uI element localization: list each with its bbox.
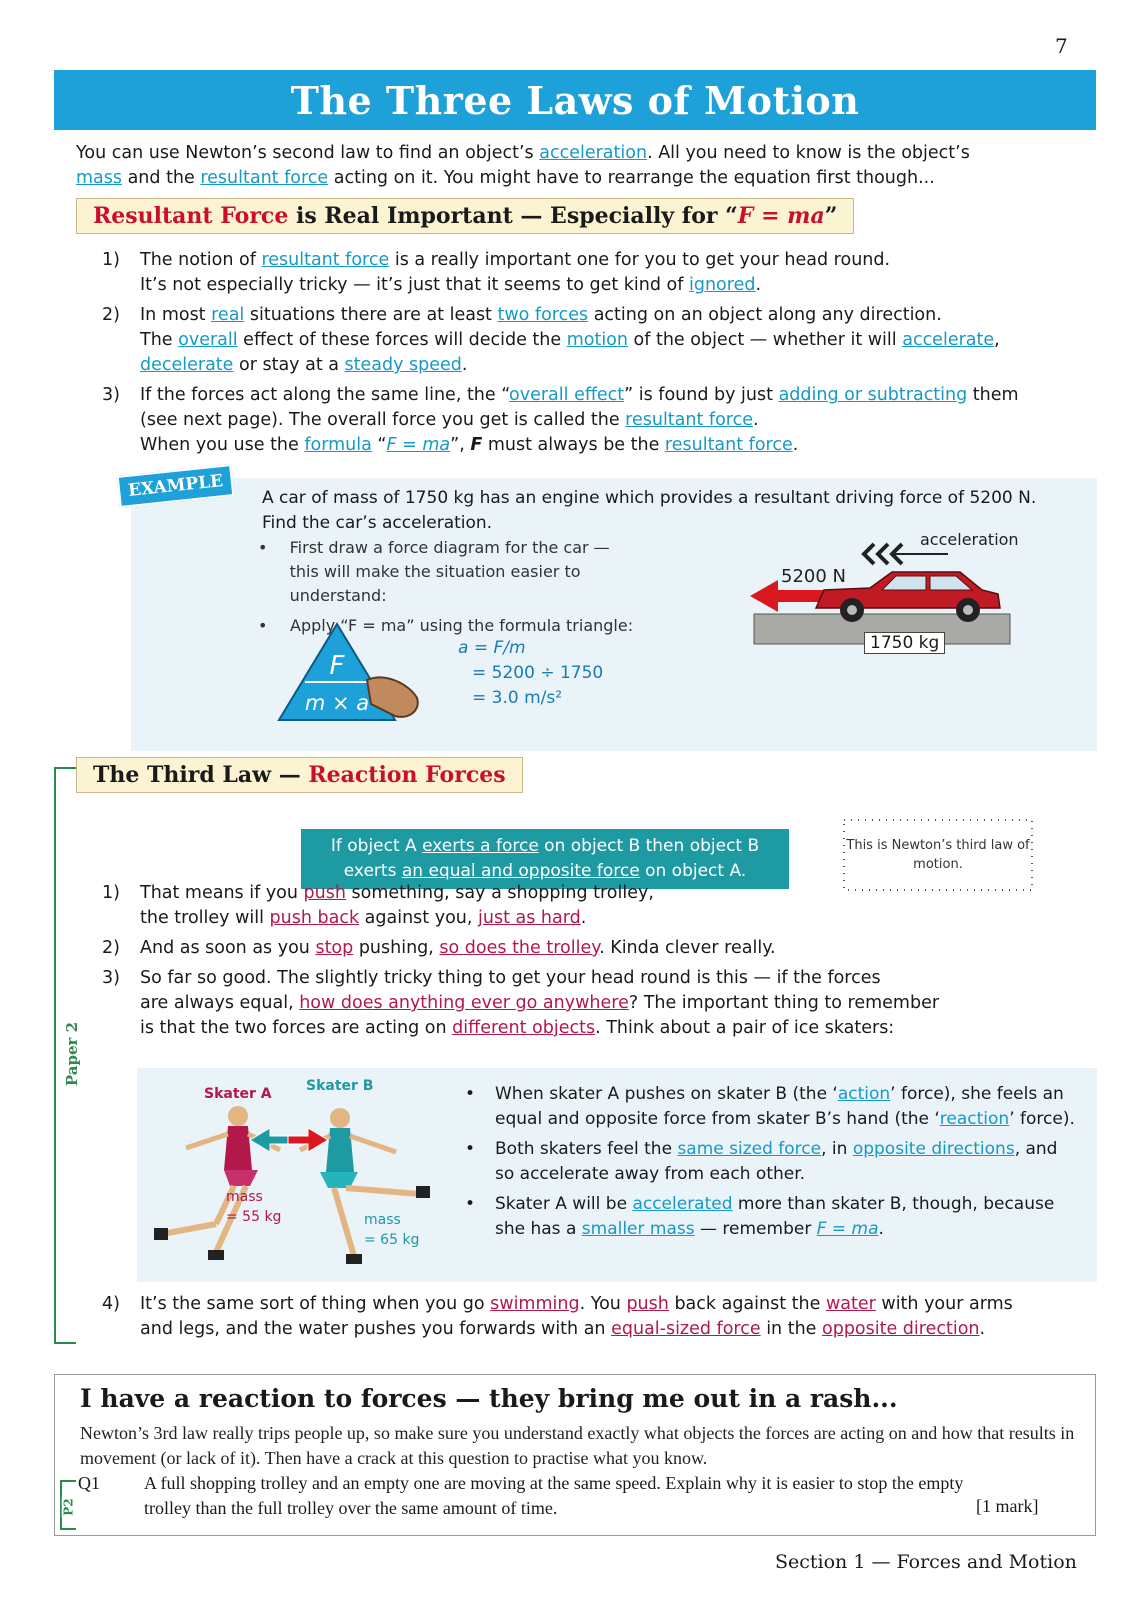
acceleration-label: acceleration [920, 530, 1019, 549]
skater-a-label: Skater A [204, 1086, 272, 1102]
list-item: 3) So far so good. The slightly tricky thing to get your head round is this — if the forces are always equal, how does anything ever go anywhere? The important thing to remember is that the two forces are acting on different objects. Think about a pair of ice skaters: [102, 968, 940, 1038]
right-arrow-icon [288, 1128, 328, 1152]
p2-label: P2 [61, 1498, 76, 1516]
skater-a-figure [154, 1106, 280, 1260]
summary-text: Newton’s 3rd law really trips people up, so make sure you understand exactly what objects the forces are acting on and how that results in movement (or lack of it). Then have a crack at this question to practise what you know. [80, 1423, 1075, 1468]
list-item: 3) If the forces act along the same line, the “overall effect” is found by just adding or subtracting them (see next page). The overall force you get is called the resultant force. When you use the formula “F = ma”, F must always be the resultant force. [102, 385, 1019, 455]
swimming-item [102, 1292, 1062, 1347]
example-bullets: • First draw a force diagram for the car — this will make the situation easier to understand: • Apply “F = ma” using the formula triangle: [258, 538, 634, 635]
footer-section-label: Section 1 — Forces and Motion [775, 1551, 1077, 1573]
summary-heading: I have a reaction to forces — they bring me out in a rash... [80, 1384, 898, 1413]
list-item: 1) That means if you push something, say a shopping trolley, the trolley will push back against you, just as hard. [102, 883, 654, 928]
section-heading-third-law: The Third Law — Reaction Forces [76, 757, 523, 793]
paper-label: Paper 2 [63, 1018, 81, 1090]
page-number: 7 [1055, 34, 1068, 58]
intro-paragraph: You can use Newton’s second law to find an object’s acceleration. All you need to know is the object’s mass and the resultant force acting on it. You might have to rearrange the equation first though... [76, 143, 970, 188]
mass-b-label: mass = 65 kg [364, 1212, 420, 1248]
resultant-force-list [102, 248, 1082, 463]
triangle-top-label: F [329, 651, 345, 681]
question-marks: [1 mark] [976, 1496, 1039, 1516]
list-item: • Both skaters feel the same sized force, in opposite directions, and so accelerate away from each other. [465, 1139, 1058, 1184]
skater-b-label: Skater B [306, 1078, 374, 1094]
question-text: A full shopping trolley and an empty one are moving at the same speed. Explain why it is easier to stop the empty trolley than the full trolley over the same amount of time. [144, 1473, 964, 1518]
triangle-bottom-label: m × a [304, 691, 370, 715]
newton-note: This is Newton’s third law of motion. [846, 838, 1030, 872]
mass-label: 1750 kg [864, 632, 945, 654]
formula-triangle [275, 620, 435, 730]
acceleration-arrows-icon [860, 542, 950, 566]
skater-bullets [465, 1082, 1075, 1247]
list-item: 1) The notion of resultant force is a really important one for you to get your head round. It’s not especially tricky — it’s just that it seems to get kind of ignored. [102, 250, 891, 295]
list-item: 2) In most real situations there are at least two forces acting on an object along any direction. The overall effect of these forces will decide the motion of the object — whether it will accelerate, decelerate or stay at a steady speed. [102, 305, 1000, 375]
force-label: 5200 N [781, 566, 846, 587]
example-tag: EXAMPLE [117, 464, 235, 508]
third-law-statement: If object A exerts a force on object B then object B exerts an equal and opposite force on object A. [301, 829, 789, 889]
example-working: a = F/m = 5200 ÷ 1750 = 3.0 m/s² [458, 638, 604, 708]
third-law-list [102, 881, 1002, 1046]
section-heading-resultant-force: Resultant Force is Real Important — Especially for “F = ma” [76, 198, 854, 234]
question-number: Q1 [78, 1473, 100, 1493]
list-item: • When skater A pushes on skater B (the ‘action’ force), she feels an equal and opposite force from skater B’s hand (the ‘reaction’ force). [465, 1084, 1075, 1129]
list-item: 2) And as soon as you stop pushing, so does the trolley. Kinda clever really. [102, 938, 776, 958]
left-arrow-icon [250, 1128, 290, 1152]
page-title: The Three Laws of Motion [54, 70, 1096, 130]
example-question: A car of mass of 1750 kg has an engine which provides a resultant driving force of 5200 N. Find the car’s acceleration. [262, 488, 1037, 533]
list-item: • Skater A will be accelerated more than skater B, though, because she has a smaller mass — remember F = ma. [465, 1194, 1055, 1239]
mass-a-label: mass = 55 kg [226, 1189, 282, 1225]
list-item: 4) It’s the same sort of thing when you go swimming. You push back against the water with your arms and legs, and the water pushes you forwards with an equal-sized force in the opposite direction. [102, 1294, 1013, 1339]
question-row [78, 1471, 1088, 1521]
